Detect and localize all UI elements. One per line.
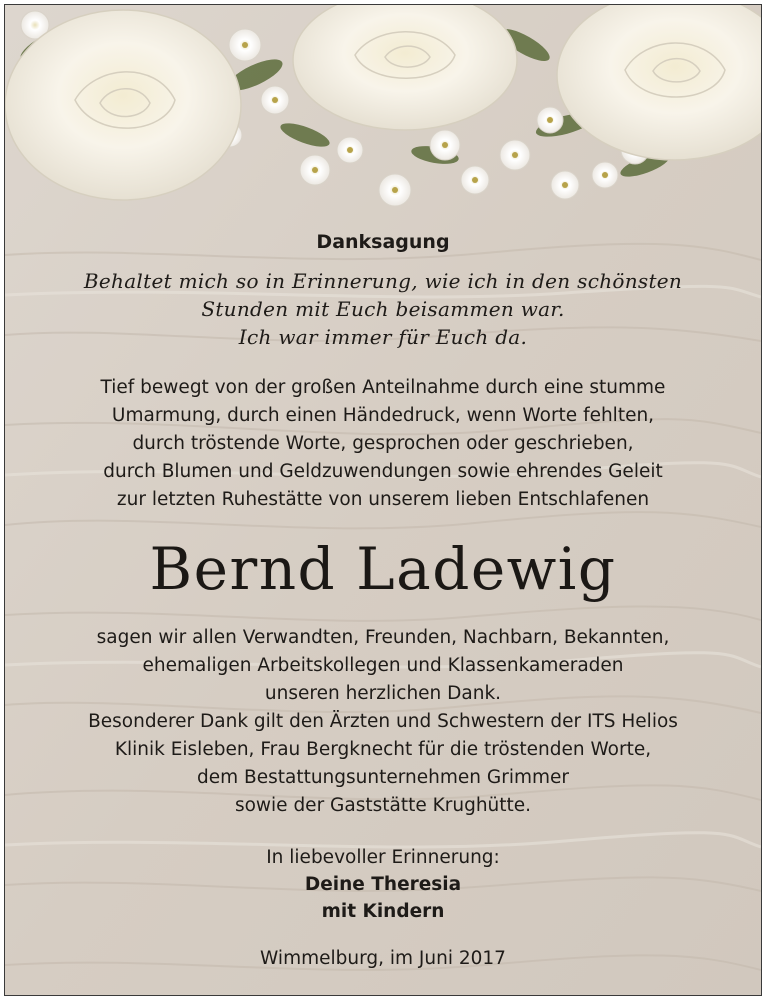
- thanks-line: unseren herzlichen Dank.: [264, 683, 502, 704]
- thanks-line: Besonderer Dank gilt den Ärzten und Schwestern der ITS Helios: [88, 711, 678, 732]
- intro-line: Umarmung, durch einen Händedruck, wenn Worte fehlten,: [111, 405, 655, 426]
- memorial-quote: [5, 267, 761, 351]
- roses-decoration-image: [5, 5, 761, 225]
- intro-line: Tief bewegt von der großen Anteilnahme durch eine stumme: [100, 377, 666, 398]
- thanks-line: sowie der Gaststätte Krughütte.: [234, 795, 532, 816]
- thanks-line: Klinik Eisleben, Frau Bergknecht für die tröstenden Worte,: [114, 739, 652, 760]
- thanks-line: sagen wir allen Verwandten, Freunden, Nachbarn, Bekannten,: [96, 627, 670, 648]
- signature-family: mit Kindern: [321, 901, 445, 922]
- quote-line: Stunden mit Euch beisammen war.: [201, 297, 565, 321]
- quote-line: Ich war immer für Euch da.: [238, 325, 528, 349]
- heading: Danksagung: [316, 231, 450, 253]
- quote-line: Behaltet mich so in Erinnerung, wie ich in den schönsten: [83, 269, 683, 293]
- intro-line: durch Blumen und Geldzuwendungen sowie ehrendes Geleit: [103, 461, 663, 482]
- intro-line: durch tröstende Worte, gesprochen oder geschrieben,: [132, 433, 634, 454]
- intro-line: zur letzten Ruhestätte von unserem lieben Entschlafenen: [116, 489, 650, 510]
- thanks-line: dem Bestattungsunternehmen Grimmer: [197, 767, 569, 788]
- intro-paragraph: [5, 374, 761, 514]
- signature-block: [5, 844, 761, 925]
- obituary-card: [4, 4, 762, 996]
- deceased-name: Bernd Ladewig: [149, 535, 617, 603]
- signature-intro: In liebevoller Erinnerung:: [266, 847, 500, 868]
- obituary-text: [5, 227, 761, 973]
- place-date: Wimmelburg, im Juni 2017: [260, 948, 506, 969]
- thanks-line: ehemaligen Arbeitskollegen und Klassenkameraden: [142, 655, 624, 676]
- thanks-paragraph: [5, 624, 761, 820]
- signature-name: Deine Theresia: [304, 874, 462, 895]
